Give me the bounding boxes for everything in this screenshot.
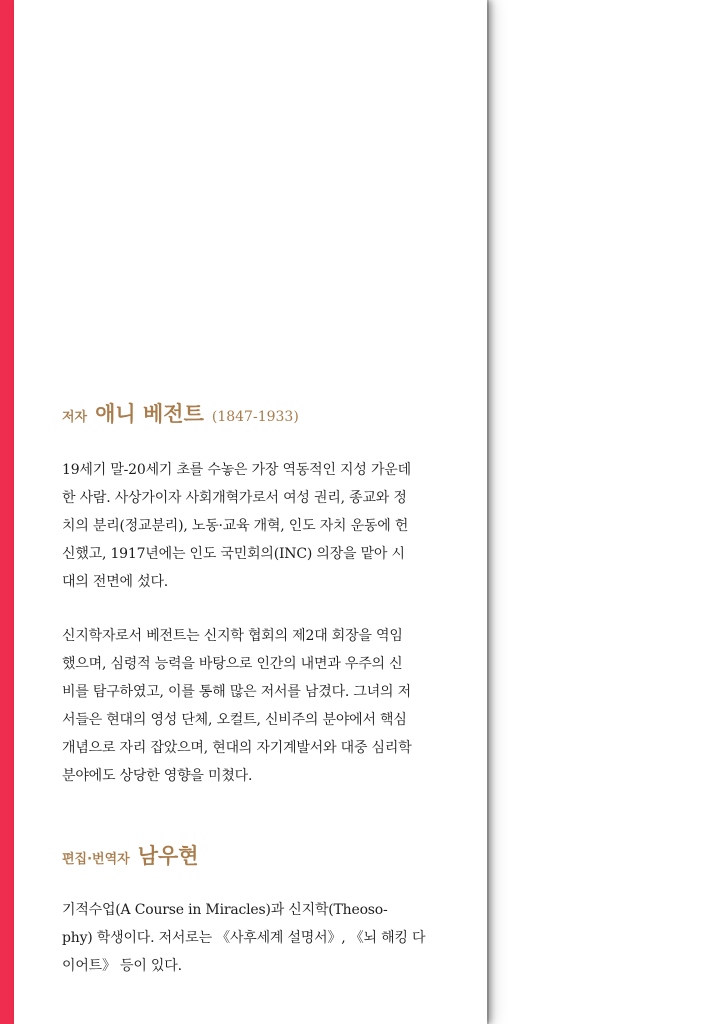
text-line: 치의 분리(정교분리), 노동·교육 개혁, 인도 자치 운동에 헌 [62, 518, 409, 534]
text-line: 신지학자로서 베전트는 신지학 협회의 제2대 회장을 역임 [62, 628, 403, 644]
translator-heading [62, 840, 440, 870]
text-line: 한 사람. 사상가이자 사회개혁가로서 여성 권리, 종교와 정 [62, 490, 407, 506]
author-bio [62, 398, 440, 980]
text-line: 이어트》 등이 있다. [62, 958, 182, 974]
author-role-label: 저자 [62, 410, 88, 425]
text-line: 기적수업(A Course in Miracles)과 신지학(Theoso- [62, 902, 388, 918]
text-line: 했으며, 심령적 능력을 바탕으로 인간의 내면과 우주의 신 [62, 656, 403, 672]
author-years: (1847-1933) [211, 409, 299, 425]
author-heading [62, 398, 440, 428]
text-line: 분야에도 상당한 영향을 미쳤다. [62, 768, 253, 784]
text-line: 서들은 현대의 영성 단체, 오컬트, 신비주의 분야에서 핵심 [62, 712, 407, 728]
author-name: 애니 베전트 [95, 402, 204, 426]
text-line: 개념으로 자리 잡았으며, 현대의 자기계발서와 대중 심리학 [62, 740, 412, 756]
translator-bio-paragraph [62, 896, 440, 980]
text-line: 신했고, 1917년에는 인도 국민회의(INC) 의장을 맡아 시 [62, 546, 405, 562]
text-line: 19세기 말-20세기 초를 수놓은 가장 역동적인 지성 가운데 [62, 462, 411, 478]
text-line: 대의 전면에 섰다. [62, 574, 169, 590]
translator-role-label: 편집·번역자 [62, 852, 130, 867]
flap-edge [487, 0, 489, 1024]
author-bio-paragraph-2 [62, 622, 440, 790]
translator-name: 남우현 [137, 844, 199, 868]
red-edge-stripe [0, 0, 14, 1024]
text-line: 비를 탐구하였고, 이를 통해 많은 저서를 남겼다. 그녀의 저 [62, 684, 411, 700]
author-bio-paragraph-1 [62, 456, 440, 596]
text-line: phy) 학생이다. 저서로는 《사후세계 설명서》, 《뇌 해킹 다 [62, 930, 426, 946]
